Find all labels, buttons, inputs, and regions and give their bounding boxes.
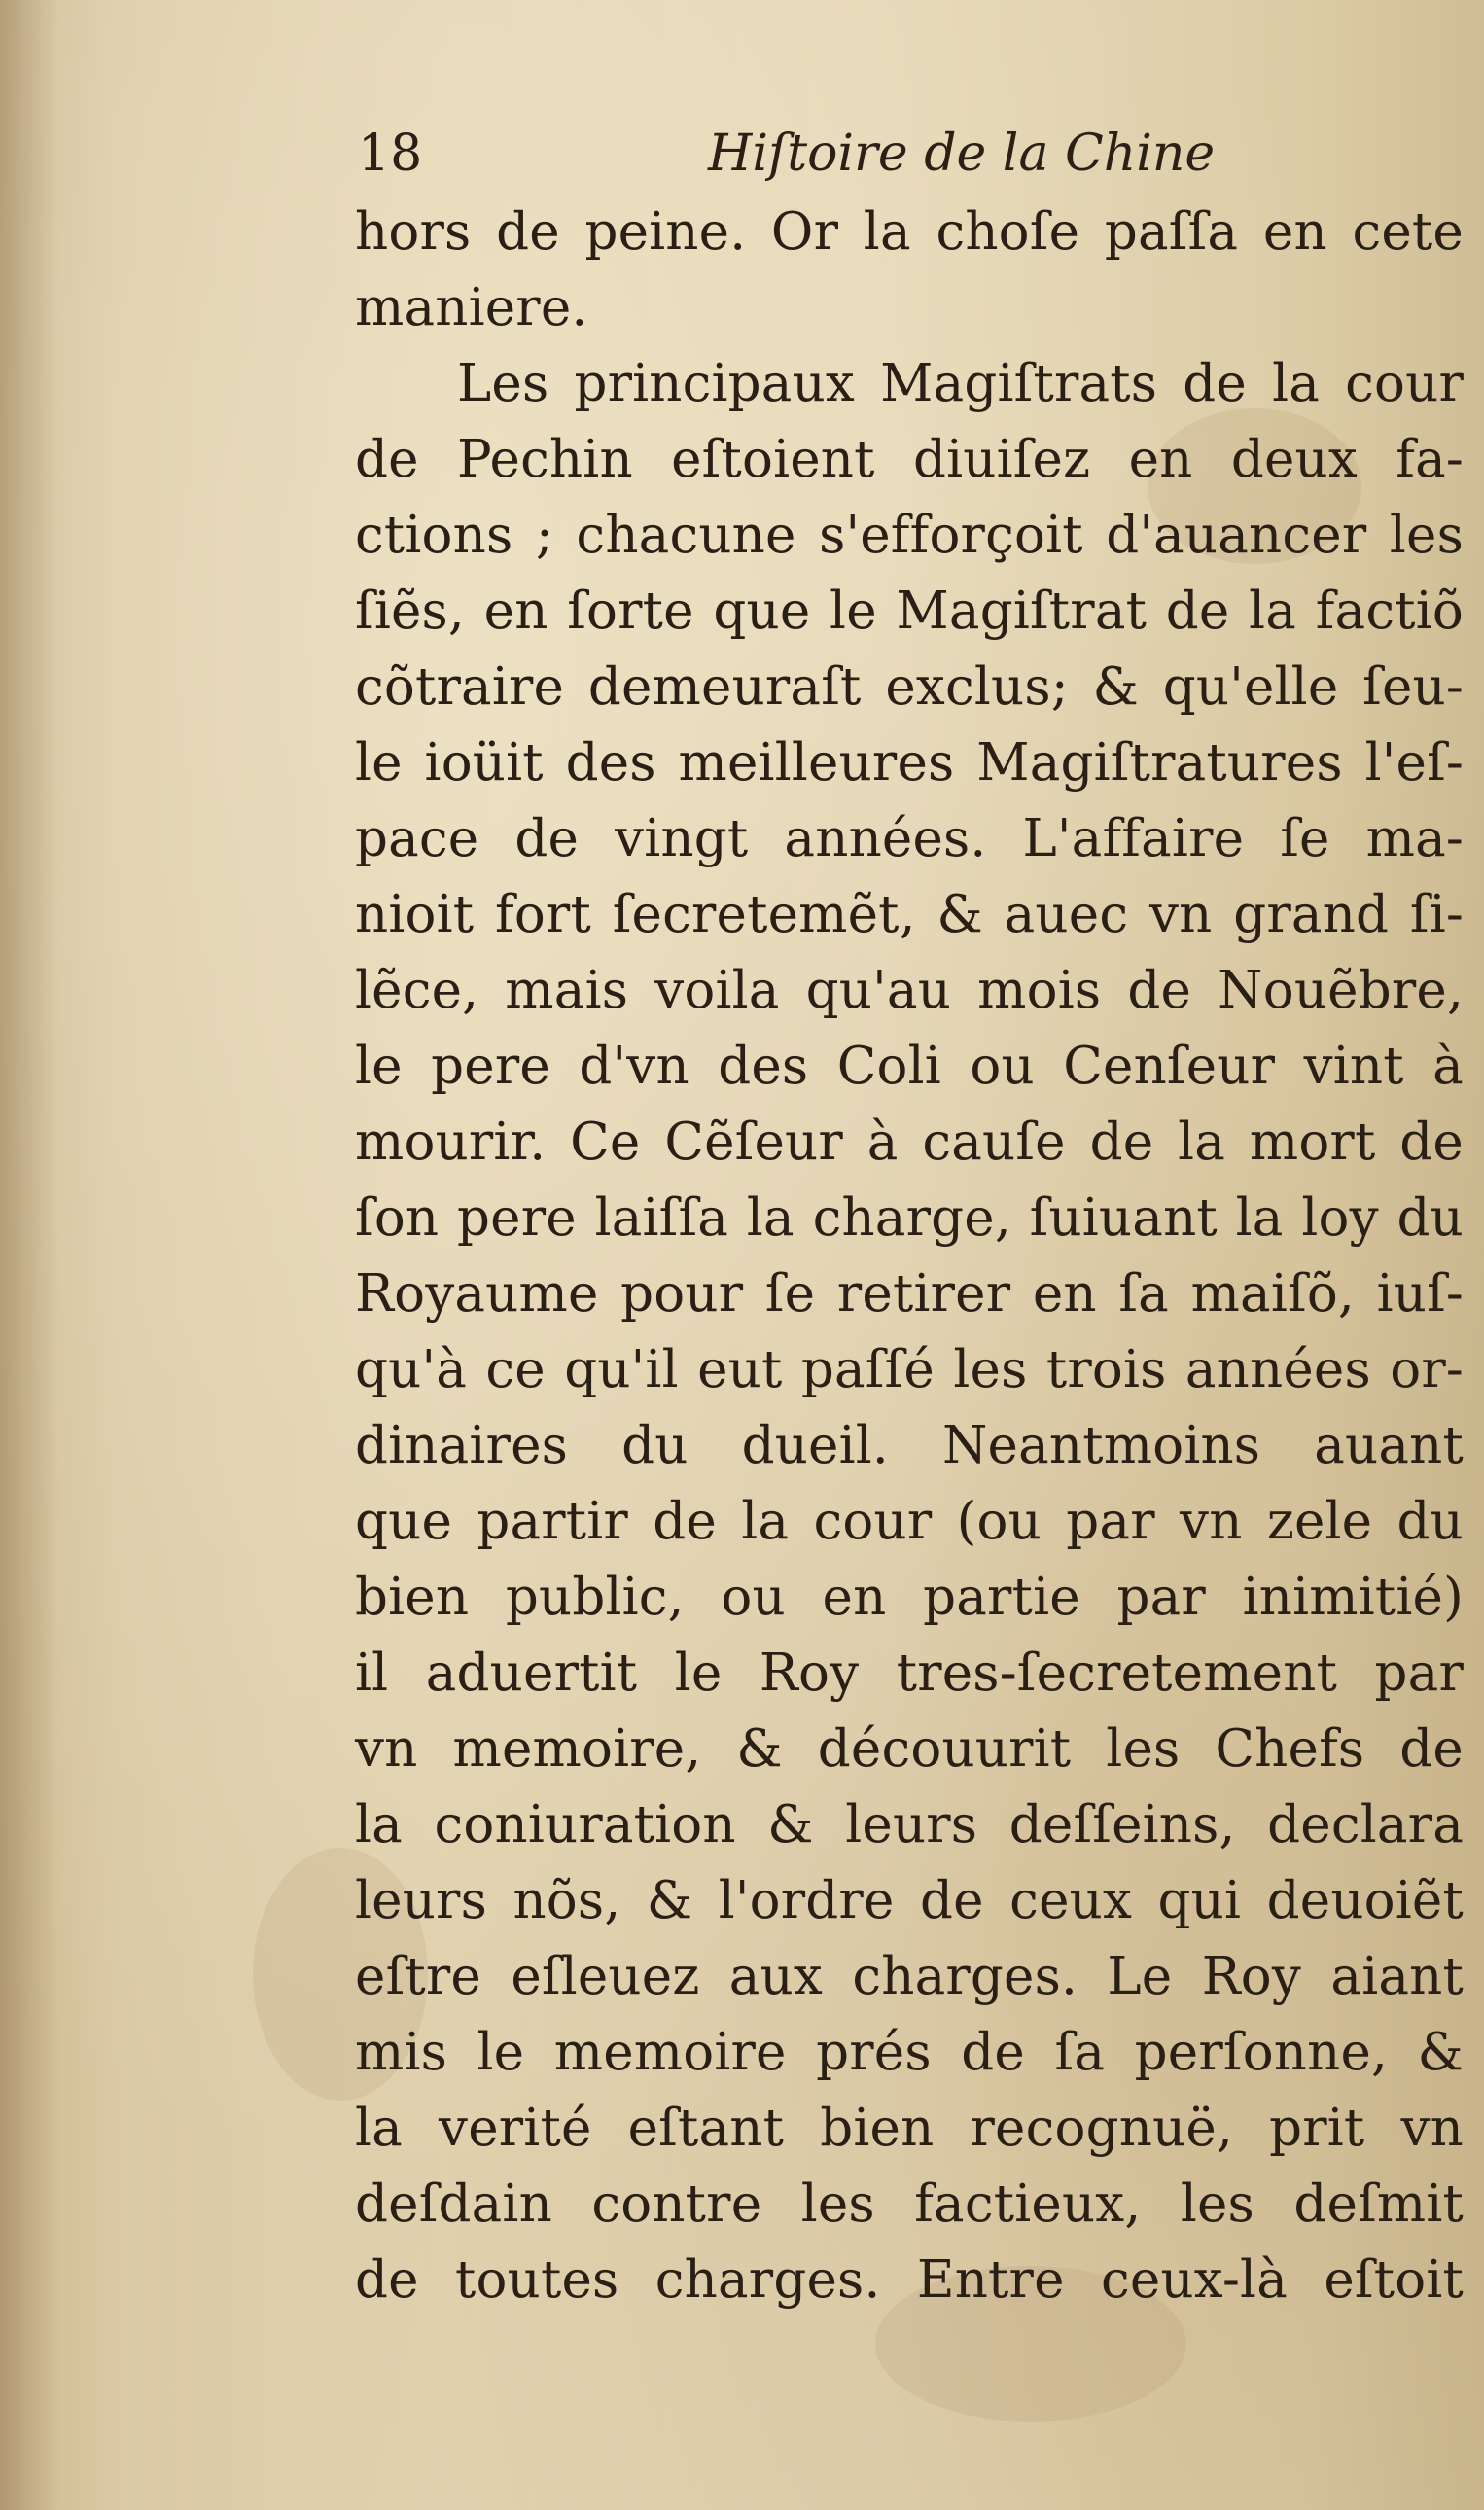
text-line: le ioüit des meilleures Magiſtratures l'eſ- [355,733,1464,793]
page-number: 18 [358,124,423,183]
text-line: le pere d'vn des Coli ou Cenſeur vint à [355,1037,1464,1096]
text-line: de Pechin eſtoient diuiſez en deux fa- [355,430,1464,489]
text-line: il aduertit le Roy tres-ſecretement par [355,1644,1464,1703]
text-line: pace de vingt années. L'affaire ſe ma- [355,809,1464,868]
text-line: lẽce, mais voila qu'au mois de Nouẽbre, [355,961,1464,1020]
text-line: eſtre eſleuez aux charges. Le Roy aiant [355,1947,1464,2006]
text-line: Les principaux Magiſtrats de la cour [457,354,1464,413]
text-line: deſdain contre les factieux, les deſmit [355,2174,1464,2234]
text-line: la coniuration & leurs deſſeins, declara [355,1795,1464,1855]
text-line: ſiẽs, en ſorte que le Magiſtrat de la factiõ [355,582,1464,641]
text-line: bien public, ou en partie par inimitié) [355,1568,1464,1627]
body-text [355,194,1464,2318]
running-head: Hiſtoire de la Chine [708,124,1216,183]
text-line: nioit fort ſecretemẽt, & auec vn grand ſi- [355,885,1464,944]
gutter-shadow [0,0,58,2510]
text-line: de toutes charges. Entre ceux-là eſtoit [355,2250,1464,2310]
text-line: ctions ; chacune s'efforçoit d'auancer les [355,506,1464,565]
text-line: Royaume pour ſe retirer en ſa maiſõ, iuſ- [355,1264,1464,1324]
text-line: mourir. Ce Cẽſeur à cauſe de la mort de [355,1113,1464,1172]
text-line: que partir de la cour (ou par vn zele du [355,1492,1464,1551]
text-line: hors de peine. Or la choſe paſſa en cete [355,202,1464,262]
text-line: dinaires du dueil. Neantmoins auant [355,1416,1464,1475]
text-line: maniere. [355,278,588,337]
text-line: vn memoire, & découurit les Chefs de [355,1719,1464,1779]
text-line: la verité eſtant bien recognuë, prit vn [355,2099,1464,2158]
text-line: leurs nõs, & l'ordre de ceux qui deuoiẽt [355,1871,1464,1930]
text-line: qu'à ce qu'il eut paſſé les trois années or- [355,1340,1464,1399]
text-line: ſon pere laiſſa la charge, ſuiuant la loy du [355,1188,1464,1248]
text-line: cõtraire demeuraſt exclus; & qu'elle ſeu- [355,657,1464,717]
page-header [358,115,1457,193]
text-line: mis le memoire prés de ſa perſonne, & [355,2023,1464,2082]
